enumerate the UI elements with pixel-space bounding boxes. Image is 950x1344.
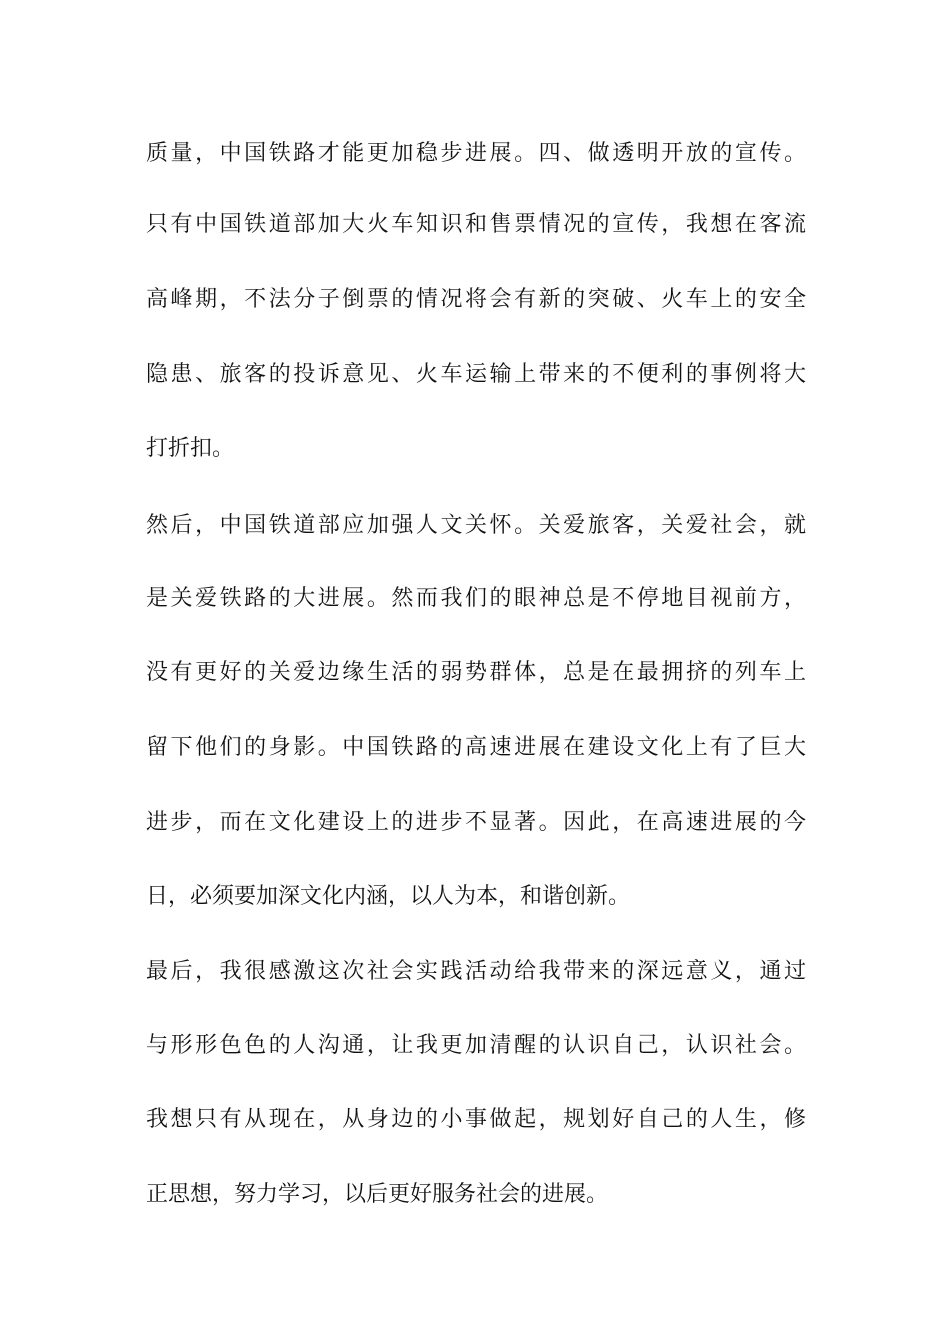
text-line: 打折扣。 xyxy=(146,436,235,461)
text-line: 与形形色色的人沟通，让我更加清醒的认识自己，认识社会。 xyxy=(146,1033,806,1058)
text-line: 进步，而在文化建设上的进步不显著。因此，在高速进展的今 xyxy=(146,810,806,835)
text-line: 高峰期，不法分子倒票的情况将会有新的突破、火车上的安全 xyxy=(146,287,806,312)
text-line: 然后，中国铁道部应加强人文关怀。关爱旅客，关爱社会，就 xyxy=(146,513,806,538)
text-line: 正思想，努力学习，以后更好服务社会的进展。 xyxy=(146,1182,609,1207)
text-line: 只有中国铁道部加大火车知识和售票情况的宣传，我想在客流 xyxy=(146,212,806,237)
text-line: 没有更好的关爱边缘生活的弱势群体，总是在最拥挤的列车上 xyxy=(146,660,806,685)
text-line: 隐患、旅客的投诉意见、火车运输上带来的不便利的事例将大 xyxy=(146,362,806,387)
text-line: 是关爱铁路的大进展。然而我们的眼神总是不停地目视前方， xyxy=(146,586,806,611)
text-line: 留下他们的身影。中国铁路的高速进展在建设文化上有了巨大 xyxy=(146,735,806,760)
text-line: 我想只有从现在，从身边的小事做起，规划好自己的人生，修 xyxy=(146,1107,806,1132)
text-line: 日，必须要加深文化内涵，以人为本，和谐创新。 xyxy=(146,884,631,909)
text-line: 最后，我很感激这次社会实践活动给我带来的深远意义，通过 xyxy=(146,959,806,984)
text-line: 质量，中国铁路才能更加稳步进展。四、做透明开放的宣传。 xyxy=(146,141,806,166)
